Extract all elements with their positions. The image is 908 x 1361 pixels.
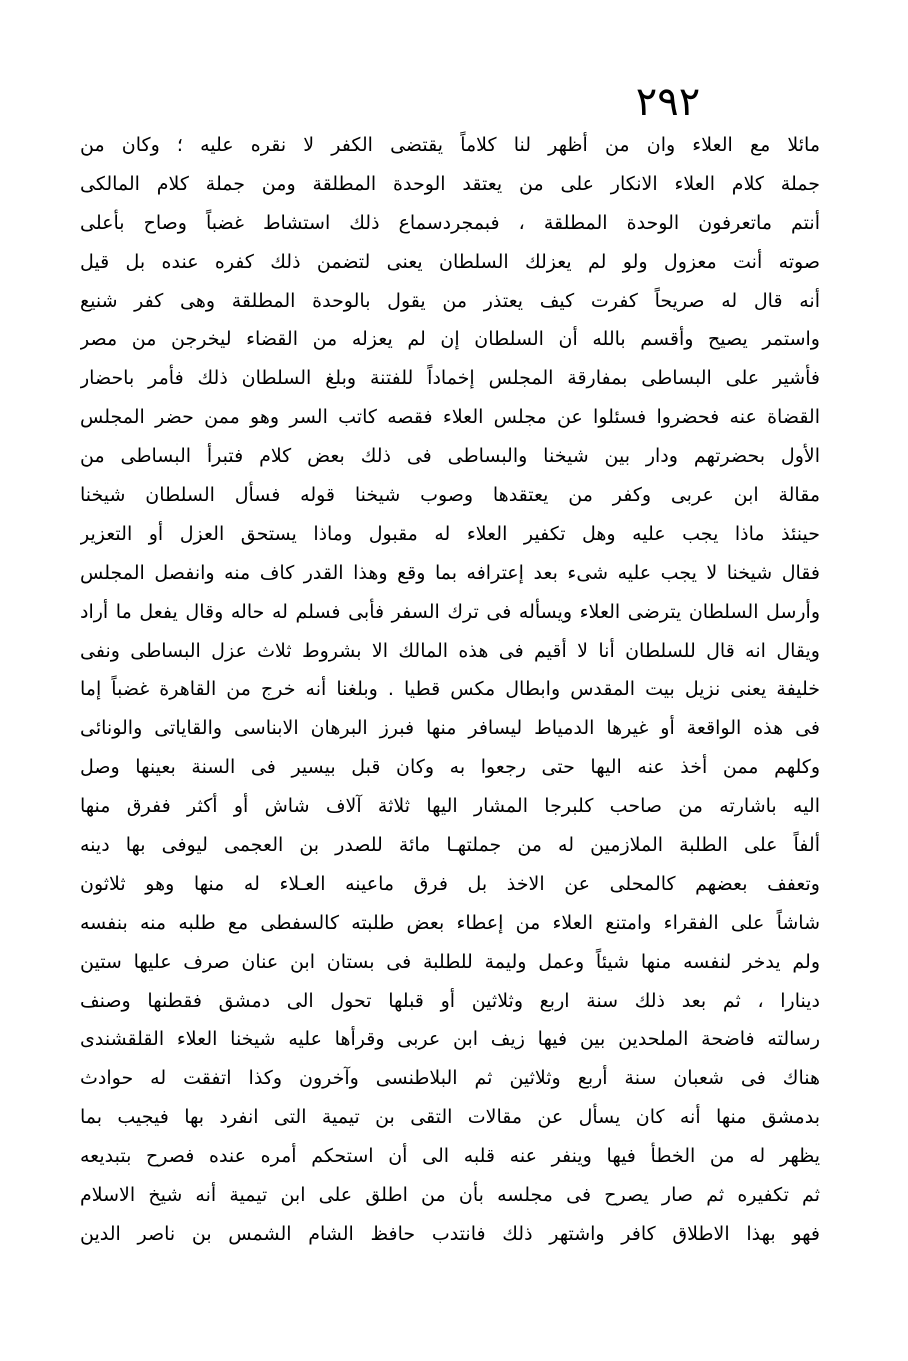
text-line: فهو بهذا الاطلاق كافر واشتهر ذلك فانتدب حافظ الشام الشمس بن ناصر الدين bbox=[80, 1222, 820, 1245]
text-line: يظهر له من الخطأ فيها وينفر عنه قلبه الى أن استحكم أمره عنده فصرح بتبديعه bbox=[80, 1145, 820, 1168]
text-line: شاشاً على الفقراء وامتنع العلاء من إعطاء بعض طلبته كالسفطى مع طلبه منه بنفسه bbox=[80, 911, 820, 934]
text-line: أنه قال له صريحاً كفرت كيف يعتذر من يقول بالوحدة المطلقة وهى كفر شنيع bbox=[80, 289, 820, 312]
text-line: صوته أنت معزول ولو لم يعزلك السلطان يعنى لتضمن ذلك كفره عنده بل قيل bbox=[80, 250, 820, 273]
text-line: ويقال انه قال للسلطان أنا لا أقيم فى هذه المالك الا بشروط ثلاث عزل البساطى ونفى bbox=[80, 639, 820, 662]
text-line: فأشير على البساطى بمفارقة المجلس إخماداً للفتنة وبلغ السلطان ذلك فأمر باحضار bbox=[80, 367, 820, 390]
text-line: اليه باشارته من صاحب كلبرجا المشار اليها ثلاثة آلاف شاش أو أكثر ففرق منها bbox=[80, 795, 820, 818]
text-line: وكلهم ممن أخذ عنه اليها حتى رجعوا به وكان قبل بيسير فى السنة بعينها وصل bbox=[80, 756, 820, 779]
text-line: مائلا مع العلاء وان من أظهر لنا كلاماً يقتضى الكفر لا نقره عليه ؛ وكان من bbox=[80, 134, 820, 156]
text-line: بدمشق منها أنه كان يسأل عن مقالات التقى بن تيمية التى انفرد بها فيجيب بما bbox=[80, 1106, 820, 1129]
text-line: واستمر يصيح وأقسم بالله أن السلطان إن لم يعزله من القضاء ليخرجن من مصر bbox=[80, 328, 820, 351]
text-line: حينئذ ماذا يجب عليه وهل تكفير العلاء له مقبول وماذا يستحق العزل أو التعزير bbox=[80, 522, 820, 545]
text-line: هناك فى شعبان سنة أربع وثلاثين ثم البلاطنسى وآخرون وكذا اتفقت له حوادث bbox=[80, 1067, 820, 1090]
text-line: ثم تكفيره ثم صار يصرح فى مجلسه بأن من اطلق على ابن تيمية أنه شيخ الاسلام bbox=[80, 1184, 820, 1207]
text-line: جملة كلام العلاء الانكار على من يعتقد الوحدة المطلقة ومن جملة كلام المالكى bbox=[80, 172, 820, 195]
text-line: الأول بحضرتهم ودار بين شيخنا والبساطى فى ذلك بعض كلام فتبرأ البساطى من bbox=[80, 445, 820, 468]
text-line: فى هذه الواقعة أو غيرها الدمياط ليسافر منها فبرز البرهان الابناسى والقاياتى والونائى bbox=[80, 717, 820, 740]
text-line: مقالة ابن عربى وكفر من يعتقدها وصوب شيخنا قوله فسأل السلطان شيخنا bbox=[80, 484, 820, 507]
text-line: وأرسل السلطان يترضى العلاء ويسأله فى ترك السفر فأبى فسلم له حاله وقال يفعل ما أراد bbox=[80, 600, 820, 623]
text-line: القضاة عنه فحضروا فسئلوا عن مجلس العلاء فقصه كاتب السر وهو ممن حضر المجلس bbox=[80, 406, 820, 429]
text-line: فقال شيخنا لا يجب عليه شىء بعد إعترافه بما وقع وهذا القدر كاف منه وانفصل المجلس bbox=[80, 561, 820, 584]
text-line: أنتم ماتعرفون الوحدة المطلقة ، فبمجردسماع ذلك استشاط غضباً وصاح بأعلى bbox=[80, 211, 820, 234]
page-number: ٢٩٢ bbox=[635, 79, 701, 125]
text-line: رسالته فاضحة الملحدين بين فيها زيف ابن عربى وقرأها عليه شيخنا العلاء القلقشندى bbox=[80, 1028, 820, 1051]
text-line: ألفاً على الطلبة الملازمين له من جملتهـا مائة للصدر بن العجمى ليوفى بها دينه bbox=[80, 834, 820, 857]
text-line: ولم يدخر لنفسه منها شيئاً وعمل وليمة للطلبة فى بستان ابن عنان صرف عليها ستين bbox=[80, 950, 820, 973]
text-line: خليفة يعنى نزيل بيت المقدس وابطال مكس قطيا . وبلغنا أنه خرج من القاهرة غضباً إما bbox=[80, 678, 820, 701]
text-line: دينارا ، ثم بعد ذلك سنة اربع وثلاثين أو قبلها تحول الى دمشق فقطنها وصنف bbox=[80, 989, 820, 1012]
text-line: وتعفف بعضهم كالمحلى عن الاخذ بل فرق ماعينه العـلاء له منها وهو ثلاثون bbox=[80, 872, 820, 895]
page-body-text bbox=[80, 126, 820, 1254]
